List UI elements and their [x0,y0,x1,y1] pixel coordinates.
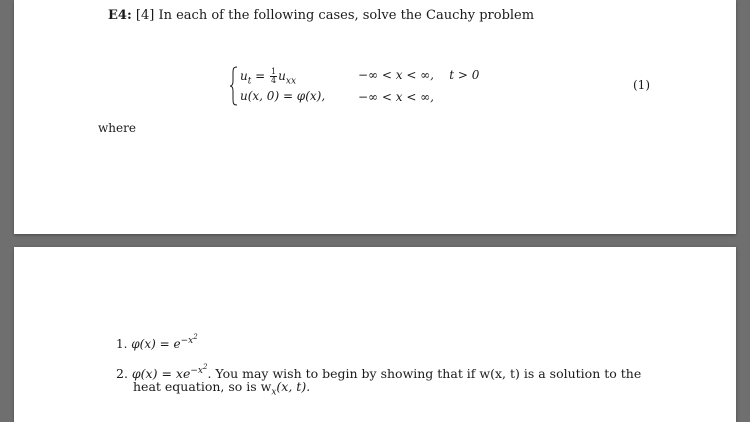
frac-num: 1 [271,67,277,76]
list-item-2-continuation [133,381,310,398]
item2-exponent: −x2 [190,363,208,376]
eq1-lhs-sub: t [247,76,252,87]
item2-number: 2. [116,366,128,382]
eq1-equals: = [251,69,270,83]
problem-label: E4: [108,8,132,23]
pde-equation [240,68,296,86]
item2-line2-text: heat equation, so is w [133,379,272,394]
item2-line2-end: (x, t). [276,379,311,394]
equation-number: (1) [633,78,650,92]
initial-condition: u(x, 0) = φ(x), [240,89,326,103]
eq1-rhs-sub: xx [285,76,297,87]
item1-exponent: −x2 [180,333,198,346]
eq1-lhs: u [240,69,248,83]
domain-line-1: −∞ < x < ∞, t > 0 [358,68,480,82]
eq1-rhs: u [278,69,286,83]
item1-number: 1. [116,337,128,351]
item1-formula: φ(x) = e [131,337,181,351]
item2-formula: φ(x) = xe [131,366,191,382]
page-1 [14,0,736,234]
left-brace [229,66,238,106]
item2-line2-sub: x [271,387,277,398]
domain-line-2: −∞ < x < ∞, [358,90,434,104]
item2-text: . You may wish to begin by showing that if w(x, t) is a solution to the [207,366,642,382]
list-item-1 [116,334,198,350]
where-label: where [98,121,136,135]
problem-statement: In each of the following cases, solve the Cauchy problem [158,8,535,23]
fraction [270,68,277,85]
frac-den: 4 [271,76,277,85]
problem-points: [4] [135,8,155,23]
problem-header [108,9,534,22]
